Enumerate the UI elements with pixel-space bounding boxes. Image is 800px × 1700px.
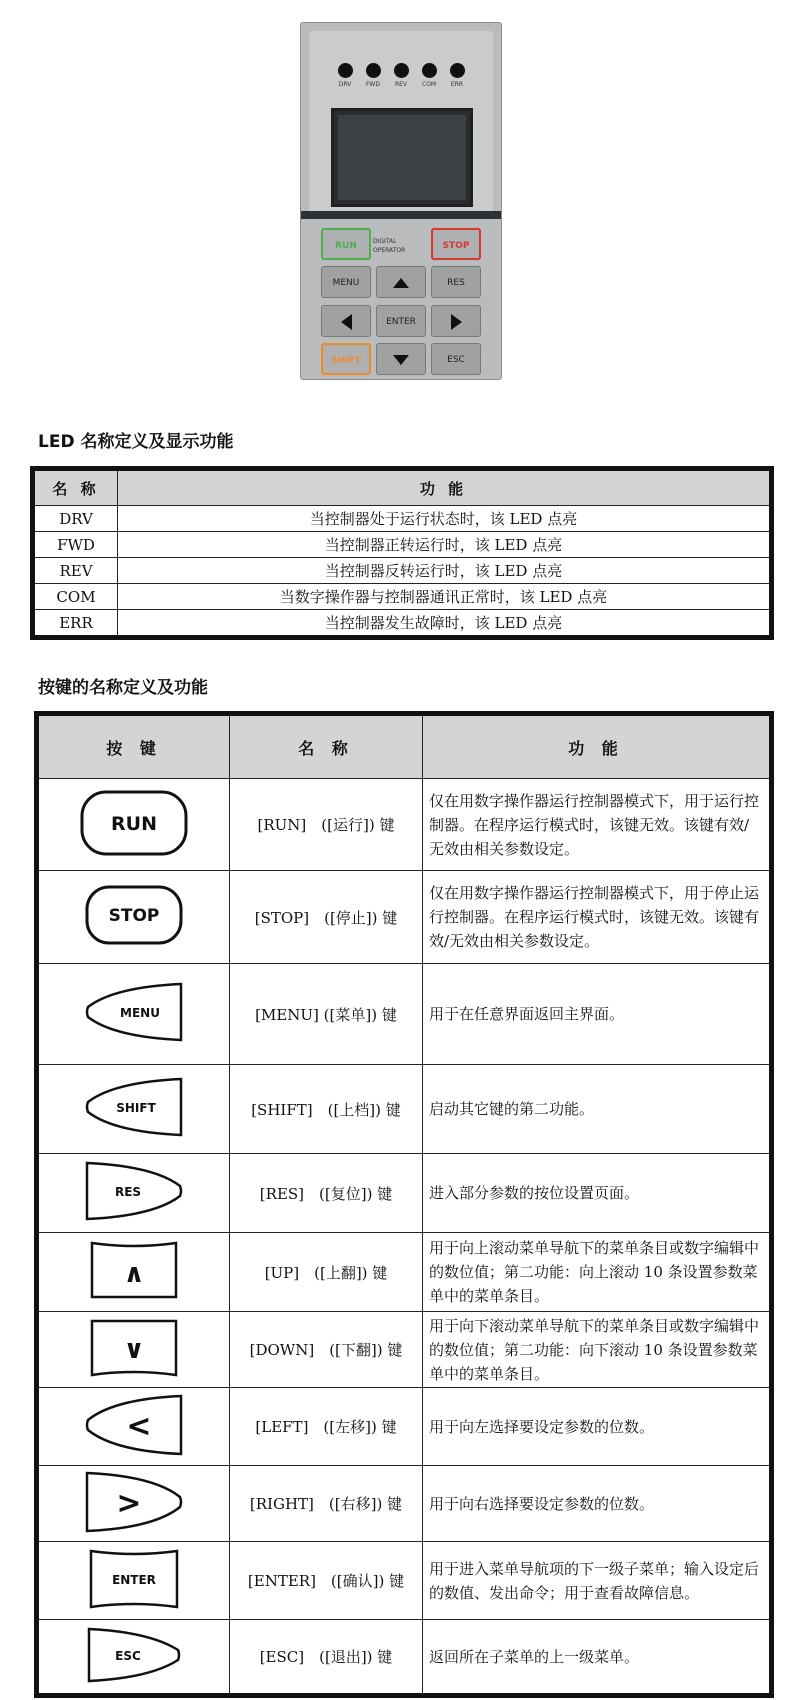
arrow-right-icon xyxy=(451,314,462,330)
table-row xyxy=(37,1312,772,1388)
led-label: COM xyxy=(421,81,437,88)
key-function: 启动其它键的第二功能。 xyxy=(423,1065,772,1154)
led-fwd xyxy=(359,63,387,88)
led-section-title: LED 名称定义及显示功能 xyxy=(38,432,234,452)
svg-text:∨: ∨ xyxy=(123,1334,145,1365)
panel-res-button[interactable]: RES xyxy=(431,266,481,298)
key-name: [RIGHT] ([右移]) 键 xyxy=(230,1466,423,1542)
led-function: 当控制器发生故障时，该 LED 点亮 xyxy=(118,610,772,638)
arrow-down-icon xyxy=(393,355,409,365)
led-function: 当控制器反转运行时，该 LED 点亮 xyxy=(118,558,772,584)
key-icon-cell xyxy=(37,1233,230,1312)
svg-text:RUN: RUN xyxy=(111,812,157,835)
digital-operator-panel xyxy=(300,22,502,380)
panel-enter-button[interactable]: ENTER xyxy=(376,305,426,337)
header-name: 名 称 xyxy=(230,714,423,779)
key-name: [LEFT] ([左移]) 键 xyxy=(230,1388,423,1466)
svg-text:<: < xyxy=(126,1408,152,1444)
led-rev xyxy=(387,63,415,88)
led-function: 当控制器处于运行状态时，该 LED 点亮 xyxy=(118,506,772,532)
key-name: [DOWN] ([下翻]) 键 xyxy=(230,1312,423,1388)
table-row xyxy=(33,558,772,584)
key-name: [RES] ([复位]) 键 xyxy=(230,1154,423,1233)
panel-divider xyxy=(301,211,501,219)
key-function: 仅在用数字操作器运行控制器模式下，用于停止运行控制器。在程序运行模式时，该键无效。该键有效/无效由相关参数设定。 xyxy=(423,871,772,964)
svg-text:ENTER: ENTER xyxy=(112,1572,156,1587)
header-function: 功 能 xyxy=(118,469,772,506)
table-header-row xyxy=(37,714,772,779)
key-name: [STOP] ([停止]) 键 xyxy=(230,871,423,964)
led-dot-icon xyxy=(450,63,465,78)
header-function: 功 能 xyxy=(423,714,772,779)
key-function: 进入部分参数的按位设置页面。 xyxy=(423,1154,772,1233)
table-row xyxy=(37,1065,772,1154)
led-err xyxy=(443,63,471,88)
res-key-icon xyxy=(84,1160,184,1222)
key-icon-cell xyxy=(37,1065,230,1154)
lcd-screen xyxy=(331,108,473,207)
key-name: [MENU] ([菜单]) 键 xyxy=(230,964,423,1065)
up-key-icon xyxy=(89,1240,179,1300)
key-icon-cell xyxy=(37,1542,230,1620)
key-icon-cell xyxy=(37,1620,230,1696)
key-function: 用于在任意界面返回主界面。 xyxy=(423,964,772,1065)
key-icon-cell xyxy=(37,871,230,964)
key-section-title: 按键的名称定义及功能 xyxy=(38,678,208,698)
digital-operator-label: DIGITAL OPERATOR xyxy=(373,238,406,254)
table-row xyxy=(37,1542,772,1620)
table-row xyxy=(33,584,772,610)
table-row xyxy=(33,506,772,532)
led-name: REV xyxy=(33,558,118,584)
panel-esc-button[interactable]: ESC xyxy=(431,343,481,375)
key-icon-cell xyxy=(37,1312,230,1388)
table-row xyxy=(37,1620,772,1696)
led-function: 当数字操作器与控制器通讯正常时，该 LED 点亮 xyxy=(118,584,772,610)
led-drv xyxy=(331,63,359,88)
table-row xyxy=(33,532,772,558)
led-name: FWD xyxy=(33,532,118,558)
panel-menu-button[interactable]: MENU xyxy=(321,266,371,298)
table-row xyxy=(33,610,772,638)
key-icon-cell xyxy=(37,779,230,871)
led-table xyxy=(30,466,774,640)
arrow-left-icon xyxy=(341,314,352,330)
esc-key-icon xyxy=(86,1626,182,1684)
led-label: REV xyxy=(394,81,408,88)
panel-right-button[interactable] xyxy=(431,305,481,337)
panel-stop-button[interactable]: STOP xyxy=(431,228,481,260)
svg-text:RES: RES xyxy=(114,1185,142,1199)
led-dot-icon xyxy=(422,63,437,78)
key-icon-cell xyxy=(37,964,230,1065)
key-icon-cell xyxy=(37,1466,230,1542)
key-function: 仅在用数字操作器运行控制器模式下，用于运行控制器。在程序运行模式时，该键无效。该键有效/无效由相关参数设定。 xyxy=(423,779,772,871)
led-label: ERR xyxy=(450,81,464,88)
led-label: FWD xyxy=(365,81,380,88)
key-icon-cell xyxy=(37,1154,230,1233)
key-name: [RUN] ([运行]) 键 xyxy=(230,779,423,871)
right-key-icon xyxy=(84,1470,184,1534)
table-row xyxy=(37,1388,772,1466)
key-function: 用于向上滚动菜单导航下的菜单条目或数字编辑中的数位值；第二功能：向上滚动 10 条设置参数菜单中的菜单条目。 xyxy=(423,1233,772,1312)
panel-down-button[interactable] xyxy=(376,343,426,375)
panel-left-button[interactable] xyxy=(321,305,371,337)
led-name: ERR xyxy=(33,610,118,638)
led-dot-icon xyxy=(338,63,353,78)
led-name: COM xyxy=(33,584,118,610)
led-dot-icon xyxy=(394,63,409,78)
shift-key-icon xyxy=(84,1076,184,1138)
svg-text:SHIFT: SHIFT xyxy=(116,1101,156,1115)
key-name: [UP] ([上翻]) 键 xyxy=(230,1233,423,1312)
down-key-icon xyxy=(89,1318,179,1378)
left-key-icon xyxy=(84,1393,184,1457)
table-row xyxy=(37,964,772,1065)
key-function: 用于向左选择要设定参数的位数。 xyxy=(423,1388,772,1466)
led-com xyxy=(415,63,443,88)
panel-up-button[interactable] xyxy=(376,266,426,298)
panel-run-button[interactable]: RUN xyxy=(321,228,371,260)
panel-shift-button[interactable]: SHIFT xyxy=(321,343,371,375)
svg-text:>: > xyxy=(116,1485,142,1521)
led-name: DRV xyxy=(33,506,118,532)
led-dot-icon xyxy=(366,63,381,78)
svg-text:∧: ∧ xyxy=(123,1259,145,1289)
enter-key-icon xyxy=(88,1548,180,1610)
header-key: 按 键 xyxy=(37,714,230,779)
stop-key-icon xyxy=(84,884,184,946)
svg-text:STOP: STOP xyxy=(108,906,160,926)
key-name: [SHIFT] ([上档]) 键 xyxy=(230,1065,423,1154)
key-icon-cell xyxy=(37,1388,230,1466)
led-indicators xyxy=(331,63,471,93)
svg-text:ESC: ESC xyxy=(115,1648,141,1663)
svg-text:MENU: MENU xyxy=(120,1006,160,1020)
key-name: [ESC] ([退出]) 键 xyxy=(230,1620,423,1696)
table-header-row xyxy=(33,469,772,506)
key-function: 用于向下滚动菜单导航下的菜单条目或数字编辑中的数位值；第二功能：向下滚动 10 条设置参数菜单中的菜单条目。 xyxy=(423,1312,772,1388)
led-label: DRV xyxy=(338,81,352,88)
table-row xyxy=(37,779,772,871)
table-row xyxy=(37,871,772,964)
table-row xyxy=(37,1154,772,1233)
led-function: 当控制器正转运行时，该 LED 点亮 xyxy=(118,532,772,558)
key-function: 用于进入菜单导航项的下一级子菜单；输入设定后的数值、发出命令；用于查看故障信息。 xyxy=(423,1542,772,1620)
table-row xyxy=(37,1466,772,1542)
header-name: 名 称 xyxy=(33,469,118,506)
table-row xyxy=(37,1233,772,1312)
run-key-icon xyxy=(79,789,189,857)
key-name: [ENTER] ([确认]) 键 xyxy=(230,1542,423,1620)
menu-key-icon xyxy=(84,981,184,1043)
arrow-up-icon xyxy=(393,278,409,288)
key-function: 用于向右选择要设定参数的位数。 xyxy=(423,1466,772,1542)
key-table xyxy=(34,711,774,1698)
key-function: 返回所在子菜单的上一级菜单。 xyxy=(423,1620,772,1696)
